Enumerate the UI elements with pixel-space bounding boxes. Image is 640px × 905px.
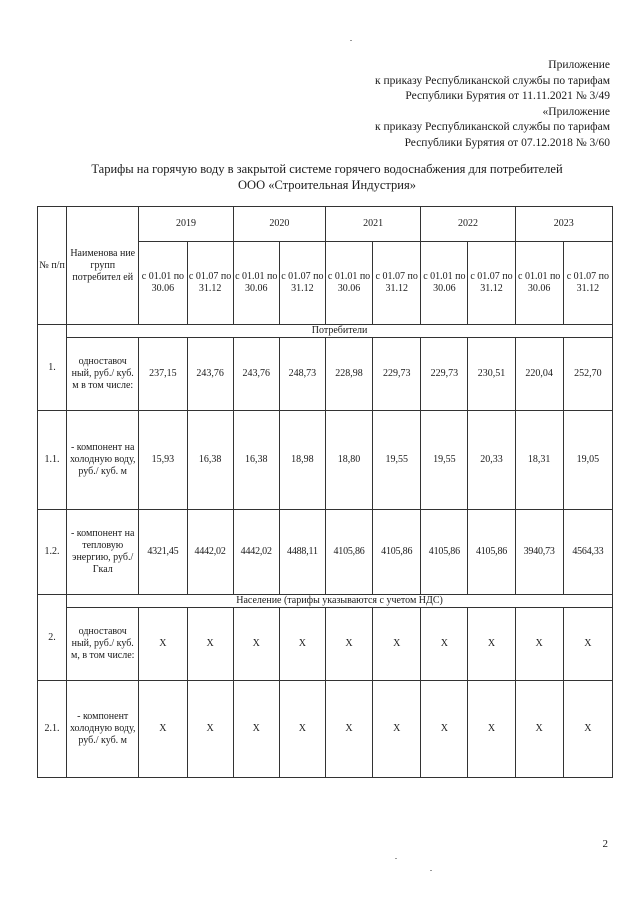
section-row — [38, 595, 613, 608]
tariff-value: Х — [421, 681, 468, 778]
tariff-value: Х — [233, 681, 279, 778]
title-line-2: ООО «Строительная Индустрия» — [238, 177, 416, 192]
tariff-value: 252,70 — [563, 338, 612, 411]
tariff-value: Х — [325, 608, 372, 681]
tariff-value: Х — [515, 608, 563, 681]
tariff-value: Х — [139, 608, 187, 681]
tariff-value: Х — [468, 608, 515, 681]
tariff-value: 243,76 — [187, 338, 233, 411]
row-number: 2.1. — [38, 681, 67, 778]
header-line: к приказу Республиканской службы по тарифам — [375, 121, 610, 133]
tariff-value: 4105,86 — [421, 510, 468, 595]
row-number: 1.2. — [38, 510, 67, 595]
col-header-name: Наименова ние групп потребител ей — [67, 207, 139, 325]
tariff-value: 228,98 — [325, 338, 372, 411]
header-line: «Приложение — [542, 105, 610, 118]
period-header: с 01.07 по 31.12 — [563, 242, 612, 325]
page-number: 2 — [602, 838, 608, 850]
year-header: 2021 — [325, 207, 420, 242]
row-name: - компонент на холодную воду, руб./ куб. м — [67, 411, 139, 510]
tariff-value: 4105,86 — [468, 510, 515, 595]
header-line: Приложение — [548, 59, 610, 71]
tariff-table — [37, 206, 613, 778]
period-header: с 01.01 по 30.06 — [515, 242, 563, 325]
period-header: с 01.01 по 30.06 — [233, 242, 279, 325]
year-header: 2019 — [139, 207, 233, 242]
tariff-value: 4105,86 — [373, 510, 421, 595]
tariff-value: Х — [421, 608, 468, 681]
period-header: с 01.01 по 30.06 — [139, 242, 187, 325]
tariff-value: 229,73 — [373, 338, 421, 411]
year-header: 2023 — [515, 207, 612, 242]
title-line-1: Тарифы на горячую воду в закрытой системе горячего водоснабжения для потребителей — [91, 162, 563, 176]
tariff-value: 18,80 — [325, 411, 372, 510]
tariff-value: 16,38 — [233, 411, 279, 510]
tariff-value: Х — [515, 681, 563, 778]
tariff-value: 20,33 — [468, 411, 515, 510]
tariff-value: Х — [187, 608, 233, 681]
tariff-value: 4442,02 — [233, 510, 279, 595]
tariff-value: 15,93 — [139, 411, 187, 510]
year-header: 2020 — [233, 207, 325, 242]
tariff-value: Х — [187, 681, 233, 778]
tariff-value: 4488,11 — [279, 510, 325, 595]
tariff-value: Х — [373, 608, 421, 681]
period-header: с 01.07 по 31.12 — [373, 242, 421, 325]
tariff-value: 237,15 — [139, 338, 187, 411]
col-header-number: № п/п — [38, 207, 67, 325]
scan-speck — [395, 858, 397, 859]
tariff-value: 19,05 — [563, 411, 612, 510]
tariff-value: 16,38 — [187, 411, 233, 510]
tariff-value: 18,98 — [279, 411, 325, 510]
tariff-value: 248,73 — [279, 338, 325, 411]
tariff-value: 3940,73 — [515, 510, 563, 595]
period-header: с 01.07 по 31.12 — [187, 242, 233, 325]
tariff-value: 4442,02 — [187, 510, 233, 595]
table-row — [38, 338, 613, 411]
row-name: одноставоч ный, руб./ куб. м, в том числе: — [67, 608, 139, 681]
period-header: с 01.07 по 31.12 — [468, 242, 515, 325]
scan-speck — [430, 870, 432, 871]
tariff-value: 220,04 — [515, 338, 563, 411]
header-line: Республики Бурятия от 11.11.2021 № 3/49 — [405, 90, 610, 102]
tariff-value: Х — [325, 681, 372, 778]
tariff-value: 4564,33 — [563, 510, 612, 595]
header-line: Республики Бурятия от 07.12.2018 № 3/60 — [404, 136, 610, 149]
period-header: с 01.01 по 30.06 — [421, 242, 468, 325]
year-header: 2022 — [421, 207, 515, 242]
period-header: с 01.07 по 31.12 — [279, 242, 325, 325]
tariff-value: 229,73 — [421, 338, 468, 411]
row-name: - компонент на тепловую энергию, руб./Гкал — [67, 510, 139, 595]
document-header — [375, 58, 610, 151]
tariff-value: Х — [373, 681, 421, 778]
period-header: с 01.01 по 30.06 — [325, 242, 372, 325]
row-number: 1. — [38, 325, 67, 411]
tariff-value: Х — [279, 608, 325, 681]
row-number: 1.1. — [38, 411, 67, 510]
table-row — [38, 510, 613, 595]
section-header: Потребители — [67, 325, 613, 338]
tariff-value: Х — [563, 608, 612, 681]
section-row — [38, 325, 613, 338]
row-number: 2. — [38, 595, 67, 681]
year-header-row — [38, 207, 613, 242]
tariff-value: 4105,86 — [325, 510, 372, 595]
tariff-value: 4321,45 — [139, 510, 187, 595]
table-row — [38, 411, 613, 510]
tariff-value: Х — [139, 681, 187, 778]
row-name: одноставоч ный, руб./ куб. м в том числе: — [67, 338, 139, 411]
tariff-value: 230,51 — [468, 338, 515, 411]
table-row — [38, 608, 613, 681]
tariff-value: 19,55 — [373, 411, 421, 510]
tariff-value: 243,76 — [233, 338, 279, 411]
section-header: Население (тарифы указываются с учетом НДС) — [67, 595, 613, 608]
table-row — [38, 681, 613, 778]
tariff-value: Х — [279, 681, 325, 778]
tariff-value: 18,31 — [515, 411, 563, 510]
tariff-value: Х — [563, 681, 612, 778]
scan-speck — [350, 40, 352, 41]
tariff-value: 19,55 — [421, 411, 468, 510]
tariff-value: Х — [468, 681, 515, 778]
row-name: - компонент холодную воду, руб./ куб. м — [67, 681, 139, 778]
document-title — [40, 162, 614, 193]
tariff-value: Х — [233, 608, 279, 681]
header-line: к приказу Республиканской службы по тарифам — [375, 74, 610, 87]
